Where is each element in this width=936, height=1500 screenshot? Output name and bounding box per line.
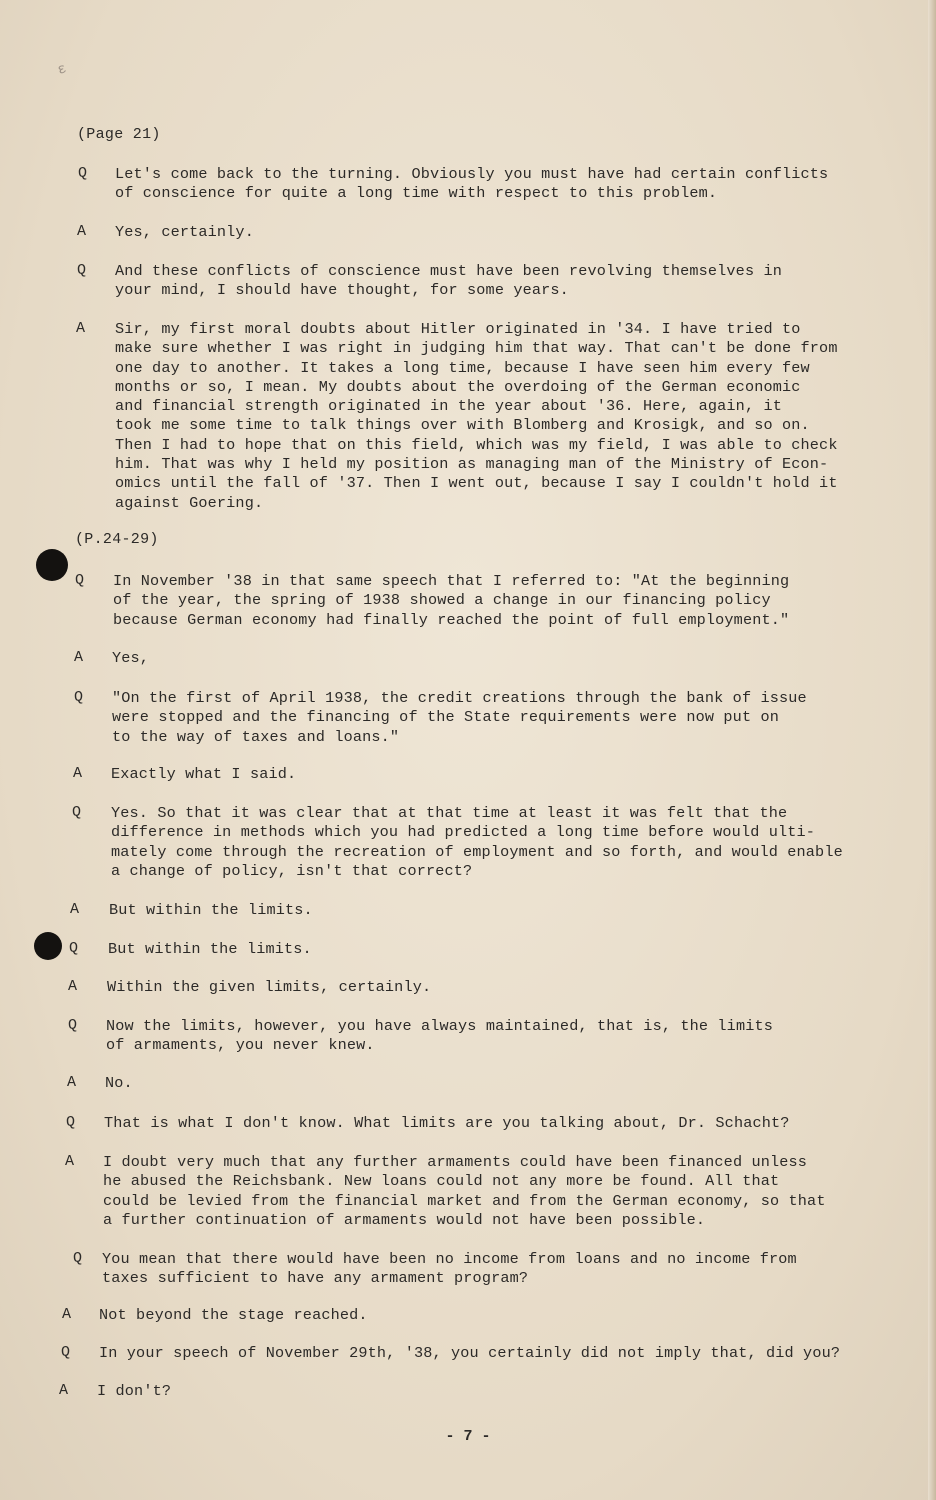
entry-text: Let's come back to the turning. Obviously you must have had certain conflicts of conscience for quite a long time with respect to this problem. xyxy=(115,165,829,203)
speaker-label: Q xyxy=(75,572,85,589)
speaker-label: A xyxy=(74,649,84,666)
entry-text: I doubt very much that any further armaments could have been financed unless he abused the Reichsbank. New loans could not any more be found. All that could be levied from the financial market and from the German economy, so that a further continuation of armaments would not have been possible. xyxy=(103,1153,826,1229)
entry-text: Not beyond the stage reached. xyxy=(99,1306,368,1324)
page-edge-shadow xyxy=(928,0,936,1500)
speaker-label: Q xyxy=(61,1344,71,1361)
entry-text: But within the limits. xyxy=(108,940,312,958)
speaker-label: Q xyxy=(78,165,88,182)
speaker-label: Q xyxy=(73,1250,83,1267)
entry-text: And these conflicts of conscience must have been revolving themselves in your mind, I should have thought, for some years. xyxy=(115,262,783,300)
speaker-label: Q xyxy=(69,940,79,957)
speaker-label: Q xyxy=(66,1114,76,1131)
entry-text: You mean that there would have been no income from loans and no income from taxes sufficient to have any armament program? xyxy=(102,1250,797,1288)
entry-text: Now the limits, however, you have always maintained, that is, the limits of armaments, you never knew. xyxy=(106,1017,774,1055)
speaker-label: A xyxy=(65,1153,75,1170)
entry-text: Yes. So that it was clear that at that time at least it was felt that the difference in methods which you had predicted a long time before would ulti- mately come through the recreation of employment and so forth, and would enable a change of policy, isn't that correct? xyxy=(111,804,843,880)
entry-text: Yes, xyxy=(112,649,150,667)
entry-text: But within the limits. xyxy=(109,901,313,919)
entry-text: Exactly what I said. xyxy=(111,765,297,783)
speaker-label: Q xyxy=(68,1017,78,1034)
entry-text: Sir, my first moral doubts about Hitler originated in '34. I have tried to make sure whether I was right in judging him that way. That can't be done from one day to another. It takes a long time, because I have seen him every few months or so, I mean. My doubts about the overdoing of the German economic and financial strength originated in the year about '36. Here, again, it took me some time to talk things over with Blomberg and Krosigk, and so on. Then I had to hope that on this field, which was my field, I was able to check him. That was why I held my position as managing man of the Ministry of Econ- omics until the fall of '37. Then I went out, because I say I couldn't hold it against Goering. xyxy=(115,320,838,512)
page-reference-24-29: (P.24-29) xyxy=(75,531,159,548)
entry-text: Within the given limits, certainly. xyxy=(107,978,432,996)
speaker-label: Q xyxy=(72,804,82,821)
page-number: - 7 - xyxy=(445,1428,491,1445)
entry-text: No. xyxy=(105,1074,133,1092)
speaker-label: A xyxy=(67,1074,77,1091)
speaker-label: Q xyxy=(74,689,84,706)
entry-text: In November '38 in that same speech that I referred to: "At the beginning of the year, the spring of 1938 showed a change in our financing policy because German economy had finally reached the point of full employment." xyxy=(113,572,790,629)
speaker-label: A xyxy=(77,223,87,240)
speaker-label: Q xyxy=(77,262,87,279)
marginal-pencil-mark: ε xyxy=(55,61,69,79)
entry-text: I don't? xyxy=(97,1382,172,1400)
speaker-label: A xyxy=(59,1382,69,1399)
speaker-label: A xyxy=(62,1306,72,1323)
entry-text: Yes, certainly. xyxy=(115,223,254,241)
entry-text: In your speech of November 29th, '38, you certainly did not imply that, did you? xyxy=(99,1344,841,1362)
entry-text: That is what I don't know. What limits are you talking about, Dr. Schacht? xyxy=(104,1114,790,1132)
punch-hole-upper xyxy=(36,549,68,581)
speaker-label: A xyxy=(76,320,86,337)
page-reference-21: (Page 21) xyxy=(77,126,161,143)
speaker-label: A xyxy=(68,978,78,995)
speaker-label: A xyxy=(70,901,80,918)
punch-hole-lower xyxy=(34,932,62,960)
speaker-label: A xyxy=(73,765,83,782)
entry-text: "On the first of April 1938, the credit creations through the bank of issue were stopped and the financing of the State requirements were now put on to the way of taxes and loans." xyxy=(112,689,807,746)
